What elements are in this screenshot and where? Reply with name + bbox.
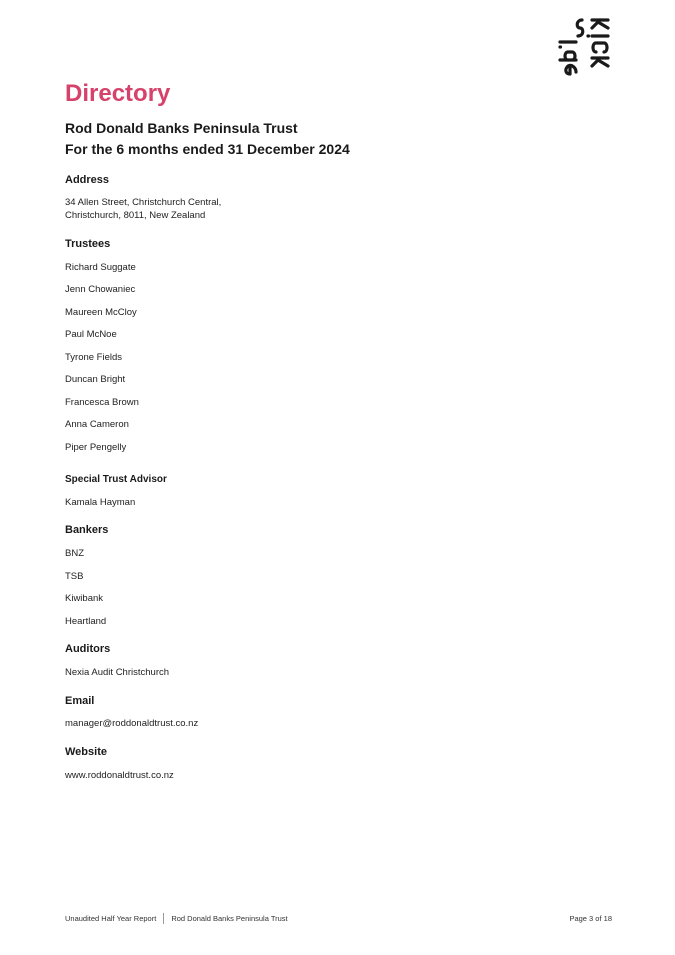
website-heading: Website [65, 746, 107, 758]
address-line: Christchurch, 8011, New Zealand [65, 209, 206, 221]
banker-name: BNZ [65, 548, 84, 559]
address-heading: Address [65, 174, 110, 186]
trustee-name: Duncan Bright [65, 374, 126, 385]
trustee-name: Tyrone Fields [65, 352, 123, 363]
subtitle-period: For the 6 months ended 31 December 2024 [65, 141, 350, 157]
trustees-heading: Trustees [65, 238, 111, 250]
special-advisor-heading: Special Trust Advisor [65, 474, 167, 485]
footer-trust-name: Rod Donald Banks Peninsula Trust [171, 914, 288, 923]
trustee-name: Jenn Chowaniec [65, 284, 136, 295]
banker-name: TSB [65, 571, 84, 582]
address-block [65, 197, 221, 222]
trustee-name: Francesca Brown [65, 397, 139, 408]
email-address: manager@roddonaldtrust.co.nz [65, 718, 199, 729]
subtitle-trust-name: Rod Donald Banks Peninsula Trust [65, 120, 298, 136]
auditors-heading: Auditors [65, 643, 111, 655]
banker-name: Kiwibank [65, 593, 104, 604]
page-number: Page 3 of 18 [569, 914, 612, 923]
banker-name: Heartland [65, 616, 107, 627]
auditor-name: Nexia Audit Christchurch [65, 667, 170, 678]
email-heading: Email [65, 695, 95, 707]
address-line: 34 Allen Street, Christchurch Central, [65, 197, 222, 208]
footer-divider [163, 913, 164, 924]
special-advisor-name: Kamala Hayman [65, 497, 136, 508]
bankers-heading: Bankers [65, 524, 109, 536]
trustee-name: Piper Pengelly [65, 442, 127, 453]
kick-side-logo [556, 16, 612, 80]
trustee-name: Richard Suggate [65, 262, 136, 273]
footer-report-label: Unaudited Half Year Report [65, 914, 157, 923]
website-url: www.roddonaldtrust.co.nz [65, 770, 174, 781]
trustee-name: Maureen McCloy [65, 307, 137, 318]
document-subtitle [65, 118, 350, 160]
trustee-name: Anna Cameron [65, 419, 129, 430]
page-footer [65, 913, 612, 924]
page-title: Directory [65, 80, 171, 107]
trustee-name: Paul McNoe [65, 329, 117, 340]
